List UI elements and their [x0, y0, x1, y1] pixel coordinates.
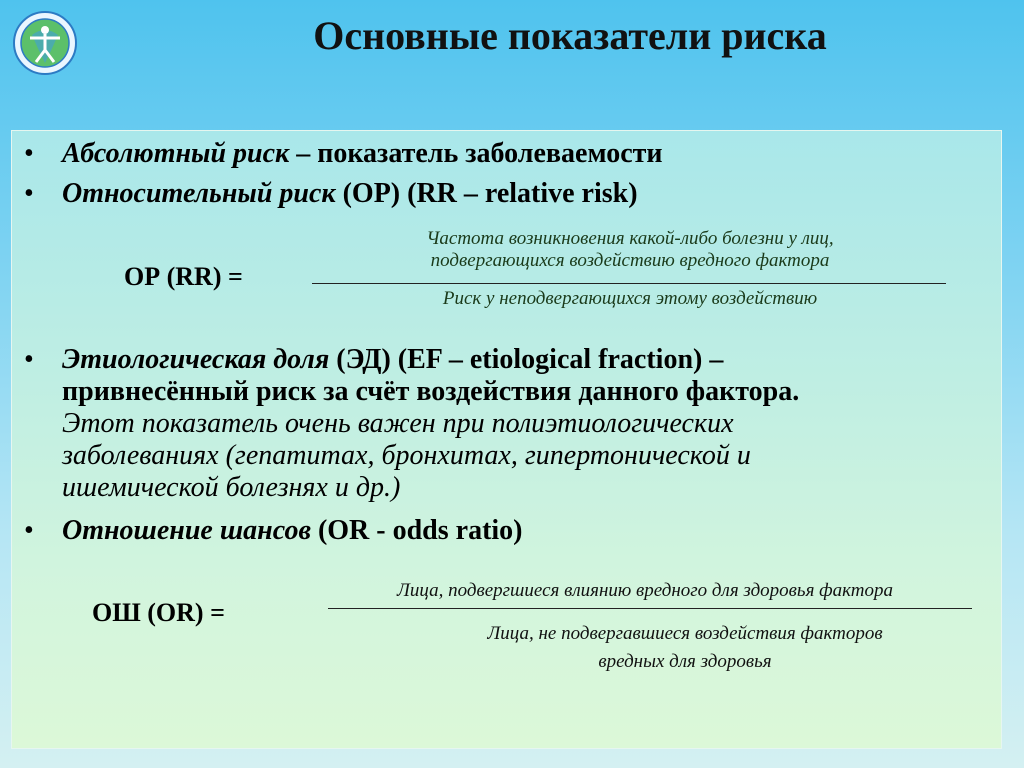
odds-ratio-text: (OR - odds ratio): [310, 515, 523, 546]
term-absolute-risk: Абсолютный риск: [62, 138, 290, 169]
bullet-absolute-risk: [24, 138, 663, 170]
page-title: Основные показатели риска: [313, 13, 827, 58]
formula-or-fraction-line: [328, 608, 972, 609]
term-relative-risk: Относительный риск: [62, 178, 336, 209]
ef-note-3: ишемической болезнях и др.): [62, 472, 401, 503]
absolute-risk-text: – показатель заболеваемости: [289, 138, 663, 169]
term-etiological-fraction: Этиологическая доля: [62, 344, 330, 375]
ef-text-2: привнесённый риск за счёт воздействия данного фактора.: [62, 376, 800, 407]
formula-rr-numerator-line2: подвергающихся воздействию вредного фактора: [430, 250, 830, 271]
formula-or-denominator-line1: Лица, не подвергавшиеся воздействия факторов: [487, 623, 883, 644]
bullet-glyph: •: [24, 178, 34, 209]
term-odds-ratio: Отношение шансов: [62, 515, 311, 546]
formula-rr-denominator: Риск у неподвергающихся этому воздействию: [442, 288, 818, 309]
ef-note-2: заболеваниях (гепатитах, бронхитах, гипертонической и: [62, 440, 751, 471]
bullet-relative-risk: [24, 178, 638, 210]
bullet-odds-ratio: [24, 515, 523, 547]
formula-rr-fraction-line: [312, 283, 946, 284]
formula-rr-numerator-line1: Частота возникновения какой-либо болезни у лиц,: [426, 228, 834, 249]
relative-risk-text: (ОР) (RR – relative risk): [335, 178, 638, 209]
ef-text-1: (ЭД) (EF – etiological fraction) –: [329, 344, 724, 375]
formula-rr-label: ОР (RR) =: [124, 262, 243, 291]
formula-rr-numerator: [330, 228, 930, 272]
formula-or-denominator-line2: вредных для здоровья: [598, 651, 772, 672]
bullet-etiological-fraction: [24, 344, 982, 504]
bullet-glyph: •: [24, 344, 34, 375]
formula-or-numerator: Лица, подвергшиеся влиянию вредного для здоровья фактора: [396, 580, 893, 601]
bullet-glyph: •: [24, 138, 34, 169]
formula-or-label: ОШ (OR) =: [92, 598, 225, 627]
logo-icon: [12, 10, 78, 76]
bullet-glyph: •: [24, 515, 34, 546]
ef-note-1: Этот показатель очень важен при полиэтиологических: [62, 408, 734, 439]
formula-or-denominator: [370, 620, 1000, 676]
